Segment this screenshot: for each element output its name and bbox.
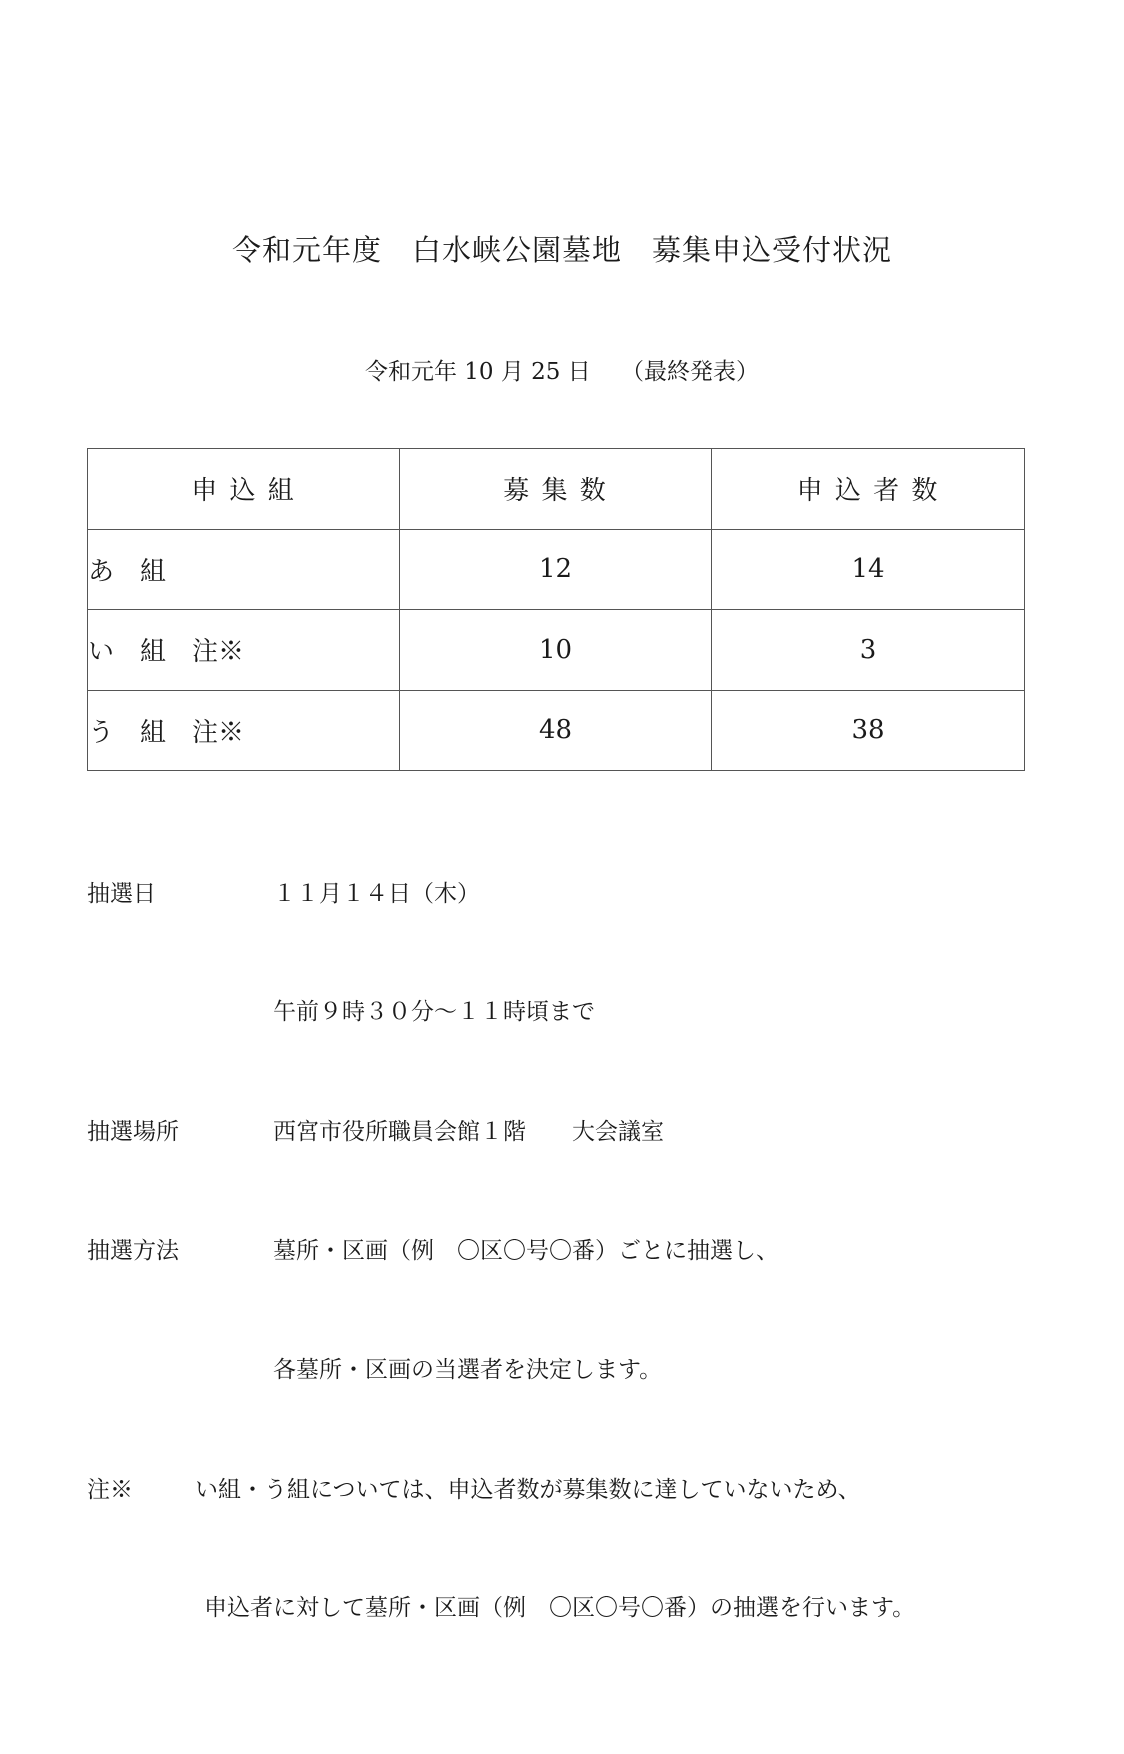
header-applicants: 申 込 者 数 xyxy=(712,449,1025,530)
group-cell: あ 組 xyxy=(88,529,400,610)
recruitment-cell: 48 xyxy=(400,690,712,771)
announcement-date: 令和元年 10 月 25 日 （最終発表） xyxy=(364,359,760,385)
application-status-table xyxy=(87,448,1025,771)
header-recruitment: 募 集 数 xyxy=(400,449,712,530)
group-cell: い 組 注※ xyxy=(88,610,400,691)
lottery-place-value: 西宮市役所職員会館１階 大会議室 xyxy=(273,1119,664,1145)
table-row xyxy=(88,529,1025,610)
lottery-date-value: １１月１４日（木） xyxy=(273,881,480,907)
lottery-date-label: 抽選日 xyxy=(87,881,156,907)
recruitment-cell: 10 xyxy=(400,610,712,691)
recruitment-cell: 12 xyxy=(400,529,712,610)
table-row xyxy=(88,690,1025,771)
lottery-place-label: 抽選場所 xyxy=(87,1119,179,1145)
applicants-cell: 14 xyxy=(712,529,1025,610)
lottery-method-label: 抽選方法 xyxy=(87,1238,179,1264)
header-group: 申 込 組 xyxy=(88,449,400,530)
page-title: 令和元年度 白水峡公園墓地 募集申込受付状況 xyxy=(231,233,892,267)
lottery-method-line-2: 各墓所・区画の当選者を決定します。 xyxy=(273,1357,663,1383)
group-cell: う 組 注※ xyxy=(88,690,400,771)
applicants-cell: 38 xyxy=(712,690,1025,771)
table-row xyxy=(88,610,1025,691)
lottery-method-line-1: 墓所・区画（例 〇区〇号〇番）ごとに抽選し、 xyxy=(273,1238,779,1264)
note-line-2: 申込者に対して墓所・区画（例 〇区〇号〇番）の抽選を行います。 xyxy=(204,1595,916,1621)
note-line-1: い組・う組については、申込者数が募集数に達していないため、 xyxy=(195,1477,861,1503)
note-label: 注※ xyxy=(87,1477,133,1503)
table-header-row xyxy=(88,449,1025,530)
applicants-cell: 3 xyxy=(712,610,1025,691)
lottery-time-value: 午前９時３０分～１１時頃まで xyxy=(273,999,595,1025)
